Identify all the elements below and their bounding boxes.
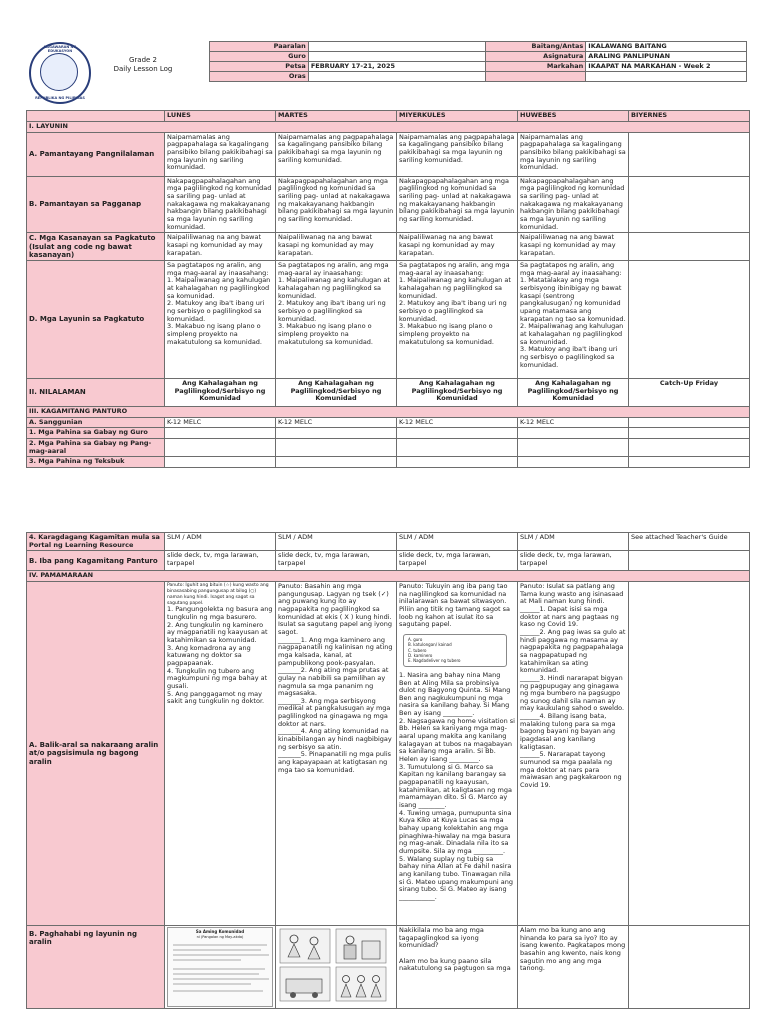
logo-text-bottom: REPUBLIKA NG PILIPINAS	[35, 95, 85, 100]
sanggunian-martes: K-12 MELC	[276, 417, 397, 428]
layunin-martes: Sa pagtatapos ng aralin, ang mga mag-aaral ay inaasahang: 1. Maipaliwanag ang kahulugan at kahalagahan ng paglilingkod sa komunidad. 2. Matukoy ang iba't ibang uri ng serbisyo o paglilingkod sa komunidad. 3. Makabuo ng isang plano o simpleng proyekto na makatutulong sa komunidad.	[276, 261, 397, 379]
header-info-table	[209, 41, 747, 82]
baitang-label: Baitang/Antas	[486, 42, 586, 52]
day-header-lunes: LUNES	[165, 111, 276, 122]
row-label-iba-pang-kagamitan: B. Iba pang Kagamitang Panturo	[27, 551, 165, 571]
iba-huwebes: slide deck, tv, mga larawan, tarpapel	[518, 551, 629, 571]
kasanayan-miyerkules: Naipaliliwanag na ang bawat kasapi ng komunidad ay may karapatan.	[397, 233, 518, 261]
paghahabi-biyernes	[629, 925, 750, 1008]
empty-cell	[629, 428, 750, 439]
balik-lunes-instructions: Panuto: Iguhit ang bituin (☆) kung wasto ang binasasabing pangungusap at bilog (○) naman kung hindi. Isagot ang sagot sa sagutang papel.	[167, 582, 269, 606]
community-helpers-illustration	[278, 927, 390, 1003]
row-label-karagdagang: 4. Karagdagang Kagamitan mula sa Portal ng Learning Resource	[27, 533, 165, 551]
balik-lunes-items: 1. Pangungolekta ng basura ang tungkulin ng mga basurero. 2. Ang tungkulin ng kaminero ay magpanatili ng kaayusan at katahimikan sa komunidad. 3. Ang komadrona ay ang katuwang ng doktor sa pagpapaanak. 4. Tungkulin ng tubero ang magkumpuni ng mga bahay at gusali. 5. Ang panggagamot ng may sakit ang tungkulin ng doktor.	[167, 605, 273, 706]
karagdagang-miyerkules: SLM / ADM	[397, 533, 518, 551]
empty-cell	[165, 457, 276, 468]
empty-cell	[397, 457, 518, 468]
lesson-log-table-page1	[26, 110, 750, 468]
nilalaman-huwebes: Ang Kahalagahan ng Paglilingkod/Serbisyo ng Komunidad	[518, 379, 629, 407]
empty-cell	[518, 438, 629, 456]
karagdagang-huwebes: SLM / ADM	[518, 533, 629, 551]
empty-cell	[276, 438, 397, 456]
nilalaman-martes: Ang Kahalagahan ng Paglilingkod/Serbisyo ng Komunidad	[276, 379, 397, 407]
kasanayan-lunes: Naipaliliwanag na ang bawat kasapi ng komunidad ay may karapatan.	[165, 233, 276, 261]
row-label-teksbuk: 3. Mga Pahina ng Teksbuk	[27, 457, 165, 468]
pamantayang-miyerkules: Naipamamalas ang pagpapahalaga sa kagalingang pansibiko bilang pakikibahagi sa mga layunin ng sariling komunidad.	[397, 132, 518, 176]
row-label-pamantayang: A. Pamantayang Pangnilalaman	[27, 132, 165, 176]
empty-cell	[165, 428, 276, 439]
row-label-pagganap: B. Pamantayan sa Pagganap	[27, 176, 165, 233]
balik-aral-lunes	[165, 581, 276, 925]
empty-cell	[629, 438, 750, 456]
iba-lunes: slide deck, tv, mga larawan, tarpapel	[165, 551, 276, 571]
story-author: ni (Pangalan ng May-akda)	[196, 934, 244, 939]
paghahabi-miyerkules: Nakikilala mo ba ang mga tagapaglingkod sa iyong komunidad? Alam mo ba kung paano sila nakatutulong sa pagtugon sa mga	[397, 925, 518, 1008]
layunin-miyerkules: Sa pagtatapos ng aralin, ang mga mag-aaral ay inaasahang: 1. Maipaliwanag ang kahulugan at kahalagahan ng paglilingkod sa komunidad. 2. Matukoy ang iba't ibang uri ng serbisyo o paglilingkod sa komunidad. 3. Makabuo ng isang plano o simpleng proyekto na makatutulong sa komunidad.	[397, 261, 518, 379]
empty-cell	[518, 428, 629, 439]
section-kagamitan: III. KAGAMITANG PANTURO	[27, 407, 750, 418]
grade-level: Grade 2	[128, 56, 158, 64]
layunin-biyernes	[629, 261, 750, 379]
karagdagang-lunes: SLM / ADM	[165, 533, 276, 551]
markahan-label: Markahan	[486, 62, 586, 72]
sanggunian-miyerkules: K-12 MELC	[397, 417, 518, 428]
asignatura-value: ARALING PANLIPUNAN	[586, 52, 747, 62]
karagdagang-martes: SLM / ADM	[276, 533, 397, 551]
row-label-layunin-pagkatuto: D. Mga Layunin sa Pagkatuto	[27, 261, 165, 379]
iba-biyernes	[629, 551, 750, 571]
paghahabi-huwebes: Alam mo ba kung ano ang hinanda ko para sa iyo? Ito ay isang kwento. Pagkatapos mong basahin ang kwento, nais kong sagutin mo ang ang mga tanong.	[518, 925, 629, 1008]
empty-cell	[397, 438, 518, 456]
logo-text-top: KAGAWARAN NG EDUKASYON	[43, 45, 77, 54]
empty-header-cell	[586, 72, 747, 82]
row-label-nilalaman: II. NILALAMAN	[27, 379, 165, 407]
paghahabi-lunes	[165, 925, 276, 1008]
empty-cell	[397, 428, 518, 439]
kasanayan-martes: Naipaliliwanag na ang bawat kasapi ng komunidad ay may karapatan.	[276, 233, 397, 261]
nilalaman-lunes: Ang Kahalagahan ng Paglilingkod/Serbisyo ng Komunidad	[165, 379, 276, 407]
pamantayang-lunes: Naipamamalas ang pagpapahalaga sa kagalingang pansibiko bilang pakikibahagi sa mga layunin ng sariling komunidad.	[165, 132, 276, 176]
day-header-miyerkules: MIYERKULES	[397, 111, 518, 122]
row-label-paghahabi: B. Paghahabi ng layunin ng aralin	[27, 925, 165, 1008]
doc-type: Daily Lesson Log	[113, 65, 173, 74]
row-label-sanggunian: A. Sanggunian	[27, 417, 165, 428]
pagganap-martes: Nakapagpapahalagahan ang mga paglilingkod ng komunidad sa sariling pag- unlad at nakakagawa ng makakayanang hakbangin bilang pakikibahagi sa mga layunin ng sariling komunidad.	[276, 176, 397, 233]
layunin-lunes: Sa pagtatapos ng aralin, ang mga mag-aaral ay inaasahang: 1. Maipaliwanag ang kahulugan at kahalagahan ng paglilingkod sa komunidad. 2. Matukoy ang iba't ibang uri ng serbisyo o paglilingkod sa komunidad. 3. Makabuo ng isang plano o simpleng proyekto na makatutulong sa komunidad.	[165, 261, 276, 379]
pagganap-lunes: Nakapagpapahalagahan ang mga paglilingkod ng komunidad sa sariling pag- unlad at nakakagawa ng makakayanang hakbangin bilang pakikibahagi sa mga layunin ng sariling komunidad.	[165, 176, 276, 233]
balik-aral-miyerkules	[397, 581, 518, 925]
petsa-label: Petsa	[210, 62, 309, 72]
logo-seal-icon	[40, 53, 78, 91]
layunin-huwebes: Sa pagtatapos ng aralin, ang mga mag-aaral ay inaasahang: 1. Matatalakay ang mga serbisyong ibinibigay ng bawat kasapi (sentrong pangkalusugan) ng komunidad upang matamasa ang karapatan ng tao sa komunidad. 2. Maipaliwanag ang kahulugan at kahalagahan ng paglilingkod sa komunidad. 3. Matukoy ang iba't ibang uri ng serbisyo o paglilingkod sa komunidad.	[518, 261, 629, 379]
teachers-guide-note: See attached Teacher's Guide	[629, 533, 750, 551]
iba-martes: slide deck, tv, mga larawan, tarpapel	[276, 551, 397, 571]
paghahabi-martes	[276, 925, 397, 1008]
pamantayang-martes: Naipamamalas ang pagpapahalaga sa kagalingang pansibiko bilang pakikibahagi sa mga layunin ng sariling komunidad.	[276, 132, 397, 176]
oras-label: Oras	[210, 72, 309, 82]
pagganap-miyerkules: Nakapagpapahalagahan ang mga paglilingkod ng komunidad sa sariling pag- unlad at nakakagawa ng makakayanang hakbangin bilang pakikibahagi sa mga layunin ng sariling komunidad.	[397, 176, 518, 233]
baitang-value: IKALAWANG BAITANG	[586, 42, 747, 52]
lesson-log-table-page2	[26, 532, 750, 1009]
story-text-lines	[171, 939, 273, 997]
sanggunian-biyernes	[629, 417, 750, 428]
catchup-friday: Catch-Up Friday	[629, 379, 750, 407]
nilalaman-miyerkules: Ang Kahalagahan ng Paglilingkod/Serbisyo ng Komunidad	[397, 379, 518, 407]
empty-cell	[276, 428, 397, 439]
guro-label: Guro	[210, 52, 309, 62]
section-pamamaraan: IV. PAMAMARAAN	[27, 571, 750, 582]
document-title	[96, 56, 190, 75]
kasanayan-huwebes: Naipaliliwanag na ang bawat kasapi ng komunidad ay may karapatan.	[518, 233, 629, 261]
pagganap-biyernes	[629, 176, 750, 233]
section-layunin: I. LAYUNIN	[27, 121, 750, 132]
sanggunian-lunes: K-12 MELC	[165, 417, 276, 428]
empty-header-cell	[486, 72, 586, 82]
balik-miyer-instructions: Panuto: Tukuyin ang iba pang tao na naglilingkod sa komunidad na inilalarawan sa bawat sitwasyon. Piliin ang titik ng tamang sagot sa loob ng kahon at isulat ito sa sagutang papel.	[399, 581, 510, 629]
balik-aral-huwebes: Panuto: Isulat sa patlang ang Tama kung wasto ang isinasaad at Mali naman kung hindi. ______1. Dapat isisi sa mga doktor at nars ang pagtaas ng kaso ng Covid 19. ______2. Ang pag iwas sa gulo at hindi paggawa ng masama ay nagpapakita ng pagpapahalaga sa nagpapatupad ng katahimikan sa ating komunidad. ______3. Hindi nararapat bigyan ng pagpupugay ang ginagawa ng mga bumbero na pagsugpo ng sunog dahil sila naman ay may kaukulang sahod o sweldo. ______4. Bilang isang bata, malaking tulong para sa mga bagong bayani ng bayan ang ipagdasal ang kanilang kaligtasan. ______5. Nararapat tayong sumunod sa mga paalala ng mga doktor at nars para maiwasan ang pagkakaroon ng Covid 19.	[518, 581, 629, 925]
petsa-value: FEBRUARY 17-21, 2025	[308, 62, 486, 72]
empty-cell	[276, 457, 397, 468]
story-page-image	[167, 927, 273, 1007]
pagganap-huwebes: Nakapagpapahalagahan ang mga paglilingkod ng komunidad sa sariling pag- unlad at nakakagawa ng makakayanang hakbangin bilang pakikibahagi sa mga layunin ng sariling komunidad.	[518, 176, 629, 233]
balik-miyer-items: 1. Nasira ang bahay nina Mang Ben at Aling Mila sa probinsiya dulot ng Bagyong Quinta. Si Mang Ben ang nagkukumpuni ng mga nasira sa kanilang bahay. Si Mang Ben ay isang _________. 2. Nagsagawa ng home visitation si Bb. Helen sa kaniyang mga mag-aaral upang makita ang kanilang kalagayan at tubos na magabayan sa kanilang mga aralin. Si Bb. Helen ay isang _________. 3. Tumutulong si G. Marco sa Kapitan ng kanilang barangay sa pagpapanatili ng kaayusan, katahimikan, at kaligtasan ng mga mamamayan dito. Si G. Marco ay isang ________. 4. Tuwing umaga, pumupunta sina Kuya Kiko at Kuya Lucas sa mga bahay upang kolektahin ang mga pinaghiwa-hiwalay na mga basura ng mag-anak. Dinadala nila ito sa dumpsite. Sila ay mga _________. 5. Walang suplay ng tubig sa bahay nina Allan at Fe dahil nasira ang kanilang tubo. Tinawagan nila si G. Mateo upang makumpuni ang sirang tubo. Si G. Mateo ay isang ___________.	[399, 670, 515, 901]
row-label-kasanayan: C. Mga Kasanayan sa Pagkatuto (Isulat ang code ng bawat kasanayan)	[27, 233, 165, 261]
row-label-gabay-mag-aaral: 2. Mga Pahina sa Gabay ng Pang- mag-aaral	[27, 438, 165, 456]
paaralan-value	[308, 42, 486, 52]
story-title: Sa Aming Komunidad	[195, 928, 245, 934]
kasanayan-biyernes	[629, 233, 750, 261]
pamantayang-biyernes	[629, 132, 750, 176]
iba-miyerkules: slide deck, tv, mga larawan, tarpapel	[397, 551, 518, 571]
choices-box: A. guro B. katulongan/ kainad C. tubero D. kaminero E. Nagdadeliver ng tubero	[403, 634, 507, 667]
balik-aral-biyernes	[629, 581, 750, 925]
sanggunian-huwebes: K-12 MELC	[518, 417, 629, 428]
markahan-value: IKAAPAT NA MARKAHAN - Week 2	[586, 62, 747, 72]
empty-cell	[165, 438, 276, 456]
day-header-huwebes: HUWEBES	[518, 111, 629, 122]
row-label-gabay-guro: 1. Mga Pahina sa Gabay ng Guro	[27, 428, 165, 439]
empty-cell	[629, 457, 750, 468]
day-header-martes: MARTES	[276, 111, 397, 122]
empty-cell	[518, 457, 629, 468]
paaralan-label: Paaralan	[210, 42, 309, 52]
asignatura-label: Asignatura	[486, 52, 586, 62]
pamantayang-huwebes: Naipamamalas ang pagpapahalaga sa kagalingang pansibiko bilang pakikibahagi sa mga layunin ng sariling komunidad.	[518, 132, 629, 176]
deped-logo	[29, 42, 91, 104]
day-header-biyernes: BIYERNES	[629, 111, 750, 122]
guro-value	[308, 52, 486, 62]
row-label-balik-aral: A. Balik-aral sa nakaraang aralin at/o pagsisimula ng bagong aralin	[27, 581, 165, 925]
oras-value	[308, 72, 486, 82]
corner-cell	[27, 111, 165, 122]
balik-aral-martes: Panuto: Basahin ang mga pangungusap. Lagyan ng tsek (✓) ang puwang kung ito ay nagpapakita ng paglilingkod sa komunidad at ekis ( X ) kung hindi. Isulat sa sagutang papel ang iyong sagot. _______1. Ang mga kaminero ang nagpapanatili ng kalinisan ng ating mga kalsada, kanal, at pampublikong pook-pasyalan. _______2. Ang ating mga prutas at gulay na nabibili sa pamilihan ay nagmula sa mga pananim ng magsasaka. _______3. Ang mga serbisyong medikal at pangkalusugan ay mga paglilingkod na ginagawa ng mga doktor at nars. _______4. Ang ating komunidad na kinabibilangan ay hindi nagbibigay ng serbisyo sa atin. _______5. Pinapanatili ng mga pulis ang kapayapaan at katigtasan ng mga tao sa komunidad.	[276, 581, 397, 925]
